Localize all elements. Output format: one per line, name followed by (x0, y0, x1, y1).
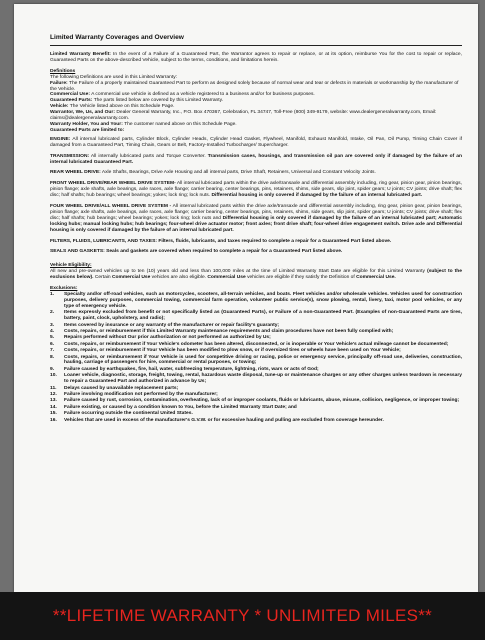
lifetime-warranty-banner: **LIFETIME WARRANTY * UNLIMITED MILES** (0, 592, 485, 640)
definition-text: The customer named above on this Schedule Page. (124, 121, 237, 127)
definition-item (50, 110, 462, 122)
definitions-heading: Definitions (50, 68, 76, 74)
document-title: Limited Warranty Coverages and Overview (50, 34, 462, 46)
eligibility-bold: Commercial Use. (356, 275, 396, 281)
definition-term: Warranty Holder, You and Your: (50, 121, 123, 127)
exclusion-number: 8. (50, 354, 55, 360)
exclusion-text: Delays caused by unavailable replacement parts; (64, 385, 179, 391)
eligibility-bold: Commercial Use (207, 275, 246, 281)
exclusion-number: 10. (50, 373, 57, 379)
eligibility-bold: (subject to the exclusions below). (50, 269, 463, 281)
exclusion-text: Loaner vehicle, diagnostic, storage, freight, towing, rental, hazardous waste disposal, tune-up or maintenance charges or any other charges unless teardown is necessary to repair a Guaranteed Part and authorized in advance by Us; (64, 373, 462, 385)
coverage-text: All internal lubricated parts, Cylinder Block, Cylinder Heads, Cylinder Head Gasket, Flywheel, Manifold, Exhaust Manifold, Intake, Oil Pan, Oil Pump, Timing Chain Cover if damaged from a Guaranteed Part, Timing Chain, Gears or Belt, Factory-Installed Turbocharger/ Supercharger. (50, 136, 463, 148)
coverage-transmission (50, 154, 462, 166)
eligibility-text (50, 269, 462, 281)
definition-term: Commercial Use: (50, 92, 90, 98)
definition-item (50, 81, 462, 93)
eligibility-part: Certain (94, 275, 111, 281)
eligibility-bold: Commercial Use (111, 275, 151, 281)
definition-term: Guaranteed Parts (50, 127, 91, 133)
exclusion-item (50, 386, 462, 392)
eligibility-heading: Vehicle Eligibility: (50, 263, 92, 269)
exclusion-text: Costs, repairs, or reimbursement if Your Vehicle is used for competitive driving or racing, police or emergency service, principally off-road use, deliveries, construction, hauling, carriage of passengers for hire, commercial or rental purposes, or towing; (64, 354, 462, 366)
exclusion-item (50, 411, 462, 417)
eligibility-part: vehicles are also eligible. (151, 275, 207, 281)
benefit-label: Limited Warranty Benefit: (50, 52, 111, 57)
exclusion-number: 9. (50, 366, 55, 372)
exclusion-number: 3. (50, 322, 55, 328)
definition-text: The parts listed below are covered by this Limited Warranty. (93, 98, 224, 104)
exclusion-item (50, 329, 462, 335)
benefit-text: In the event of a Failure of a Guaranteed Part, the Warrantor agrees to repair or replace, or at its option, reimburse You for the cost to repair or replace, Guaranteed Parts on the above-described Vehicle, subject to the terms, conditions, and limitations herein. (50, 52, 462, 63)
exclusion-item (50, 373, 462, 385)
exclusion-item (50, 310, 462, 322)
exclusion-text: Vehicles that are used in excess of the manufacturer's G.V.W. or for excessive hauling and pulling are excluded from coverage hereunder. (64, 417, 384, 423)
exclusion-text: Costs, repairs, or reimbursement if this Limited Warranty maintenance requirements and claim procedures have not been fully complied with; (64, 328, 394, 334)
exclusion-text: Costs, repairs, or reimbursement if Your Vehicle has been modified to plow snow, or if oversized tires or wheels have been used on Your Vehicle; (64, 348, 401, 354)
exclusion-number: 6. (50, 341, 55, 347)
coverage-front-wheel-drive (50, 181, 462, 199)
exclusion-text: Failure occurring outside the continental United States. (64, 411, 193, 417)
definition-text: Dealer General Warranty, Inc., P.O. Box 470367, Celebration, FL 34747, Toll-Free (800) 349-9179, website: www.dealergeneralwarranty.com, Email: claims@dealergeneralwarranty.com. (50, 110, 437, 122)
exclusion-number: 7. (50, 348, 55, 354)
exclusion-number: 14. (50, 404, 57, 410)
definition-term: Failure: (50, 80, 68, 86)
coverage-rear-wheel-drive (50, 170, 462, 176)
coverage-text: All internal lubricated parts within the drive axle/transaxle and differential assembly including, ring gear, pinion gear, pinion bearings, pinion flange; axle shafts, axle bearings, axle races, axle flange; carrier bearing, center bearings, pins, retainers, shims, side gears, slip joint, spider gears; U joints; CV joints; drive shaft; flex disc; half shafts; hub bearings; wheel bearings; yokes; lock ring; lock nuts and (50, 204, 462, 221)
coverage-label: SEALS AND GASKETS: (50, 249, 105, 255)
exclusion-text: Costs, repairs, or reimbursement if Your Vehicle's odometer has been altered, disconnected, or is inoperable or Your Vehicle's actual mileage cannot be documented; (64, 341, 449, 347)
definition-term: Guaranteed Parts: (50, 98, 93, 104)
eligibility-section (50, 263, 462, 281)
benefit-paragraph (50, 52, 462, 64)
exclusion-text: Items expressly excluded from benefit or not specifically listed as (Guaranteed Parts), or Failure of a non-Guaranteed Part. (Examples of non-Guaranteed Parts are tires, battery, paint, clock, upholstery, and radio); (64, 310, 462, 322)
definition-text: The Vehicle listed above on this Schedule Page. (69, 104, 175, 110)
coverage-seals-gaskets (50, 249, 462, 255)
coverage-bold-text: Differential housing is only covered if damaged by the failure of an internal lubricated part. (211, 193, 423, 199)
exclusion-item (50, 292, 462, 310)
coverage-label: TRANSMISSION: (50, 153, 90, 159)
coverage-engine (50, 137, 462, 149)
coverage-bold-text: Seals and gaskets are covered when required to complete a repair for a Guaranteed Part listed above. (106, 249, 343, 255)
definitions-section (50, 69, 462, 134)
exclusion-text: Failure involving modification not performed by the manufacturer; (64, 392, 218, 397)
exclusion-text: Specialty and/or off-road vehicles, such as motorcycles, scooters, all-terrain vehicles, and boats. Fleet vehicles and/or wholesale vehicles. Vehicles used for construction purposes, delivery purposes, commercial towing, commercial farm operation, volunteer public service(s), snow plowing, rental, livery, taxi, motor pool vehicles, or any type of emergency vehicle. (64, 292, 462, 309)
coverage-four-wheel-drive (50, 204, 462, 234)
definition-text: A commercial use vehicle is defined as a vehicle registered to a business and/or for business purposes. (91, 92, 315, 98)
definition-term: Warrantor, We, Us, and Our: (50, 110, 115, 116)
eligibility-part: All new and pre-owned vehicles up to ten (10) years old and less than 100,000 miles at the time of Limited Warranty Start Date are eligible for this Limited Warranty (50, 269, 425, 275)
exclusion-item (50, 418, 462, 424)
exclusion-text: Failure caused by rust, corrosion, contamination, overheating, lack of or improper coolants, fluids or lubricants, abuse, misuse, collision, negligence, or improper towing; (64, 398, 460, 404)
exclusion-text: Failure caused by earthquakes, fire, hail, water, subfreezing temperature, lightning, riots, wars or acts of God; (64, 366, 319, 372)
coverage-text: All internally lubricated parts and Torque Converter. (90, 153, 206, 159)
exclusions-heading: Exclusions: (50, 286, 78, 292)
exclusion-item (50, 323, 462, 329)
eligibility-part: vehicles are eligible if they satisfy the Definition of (247, 275, 355, 281)
exclusion-text: Repairs performed without Our prior authorization or not performed as authorized by Us; (64, 335, 271, 341)
exclusion-number: 1. (50, 292, 55, 297)
coverage-bold-text: Differential housing is only covered if damaged by the failure of an internal lubricated part; Automatic locking hubs; manual locking hubs; hub bearings; four-wheel drive actuator motor; front axles; front drive shaft; four-wheel drive engagement switch. Drive axle and Differential housing is only covered if damaged by the failure of an internal lubricated part. (50, 215, 462, 233)
exclusion-item (50, 398, 462, 404)
exclusions-section (50, 286, 462, 423)
coverage-bold-text: Transmission cases, housings, and transmission oil pan are covered only if damaged by the failure of an internal lubricated Guaranteed Part. (50, 153, 463, 165)
coverage-label: ENGINE: (50, 136, 71, 142)
exclusion-number: 5. (50, 335, 55, 341)
exclusion-text: Failure existing, or caused by a condition known to You, before the Limited Warranty Start Date; and (64, 404, 297, 410)
definition-text: are limited to: (92, 127, 125, 133)
definition-term: Vehicle: (50, 104, 69, 110)
coverage-label: FRONT WHEEL DRIVE/REAR WHEEL DRIVE SYSTEM- (50, 181, 176, 187)
exclusion-number: 4. (50, 328, 55, 334)
exclusion-number: 11. (50, 385, 57, 391)
exclusion-item (50, 348, 462, 354)
definitions-intro: The following Definitions are used in this Limited Warranty: (50, 74, 178, 80)
coverage-label: FILTERS, FLUIDS, LUBRICANTS, AND TAXES: (50, 238, 157, 244)
exclusion-number: 12. (50, 392, 57, 397)
document-body (50, 34, 462, 424)
exclusion-item (50, 355, 462, 367)
exclusion-item (50, 367, 462, 373)
exclusion-text: Items covered by insurance or any warranty of the manufacturer or repair facility's guaranty; (64, 322, 280, 328)
exclusion-number: 15. (50, 411, 57, 417)
exclusion-item (50, 335, 462, 341)
coverage-text: Axle Shafts, Bearings, Drive Axle Housing and all internal parts, Drive Shaft, Retainers, Universal and Constant Velocity Joints. (101, 170, 376, 176)
exclusion-number: 16. (50, 417, 57, 423)
definition-text: The Failure of a properly maintained Guaranteed Part to perform as designed solely because of normal wear and tear or defects in materials or workmanship by the manufacturer of the Vehicle. (50, 80, 459, 92)
coverage-bold-text: Filters, fluids, lubricants, and taxes required to complete a repair for a Guaranteed Part listed above. (158, 238, 392, 244)
exclusion-number: 13. (50, 398, 57, 404)
exclusion-item (50, 342, 462, 348)
coverage-filters-fluids (50, 239, 462, 245)
coverage-text: All internal lubricated parts within the drive axle/transaxle and differential assembly including, ring gear, pinion gear, pinion bearings, pinion flange; axle shafts, axle bearings, axle races, axle flange; carrier bearing, center bearings, pins, retainers, shims, side gears, slip joint, spider gears; U joints; CV joints; drive shaft; flex disc; half shafts; hub bearings; wheel bearings; yokes; lock ring; lock nuts. (50, 181, 462, 199)
exclusion-item (50, 405, 462, 411)
warranty-document (14, 4, 478, 592)
coverage-label: FOUR WHEEL DRIVE/ALL WHEEL DRIVE SYSTEM - (50, 204, 172, 210)
coverage-label: REAR WHEEL DRIVE: (50, 170, 101, 176)
exclusion-number: 2. (50, 310, 55, 316)
